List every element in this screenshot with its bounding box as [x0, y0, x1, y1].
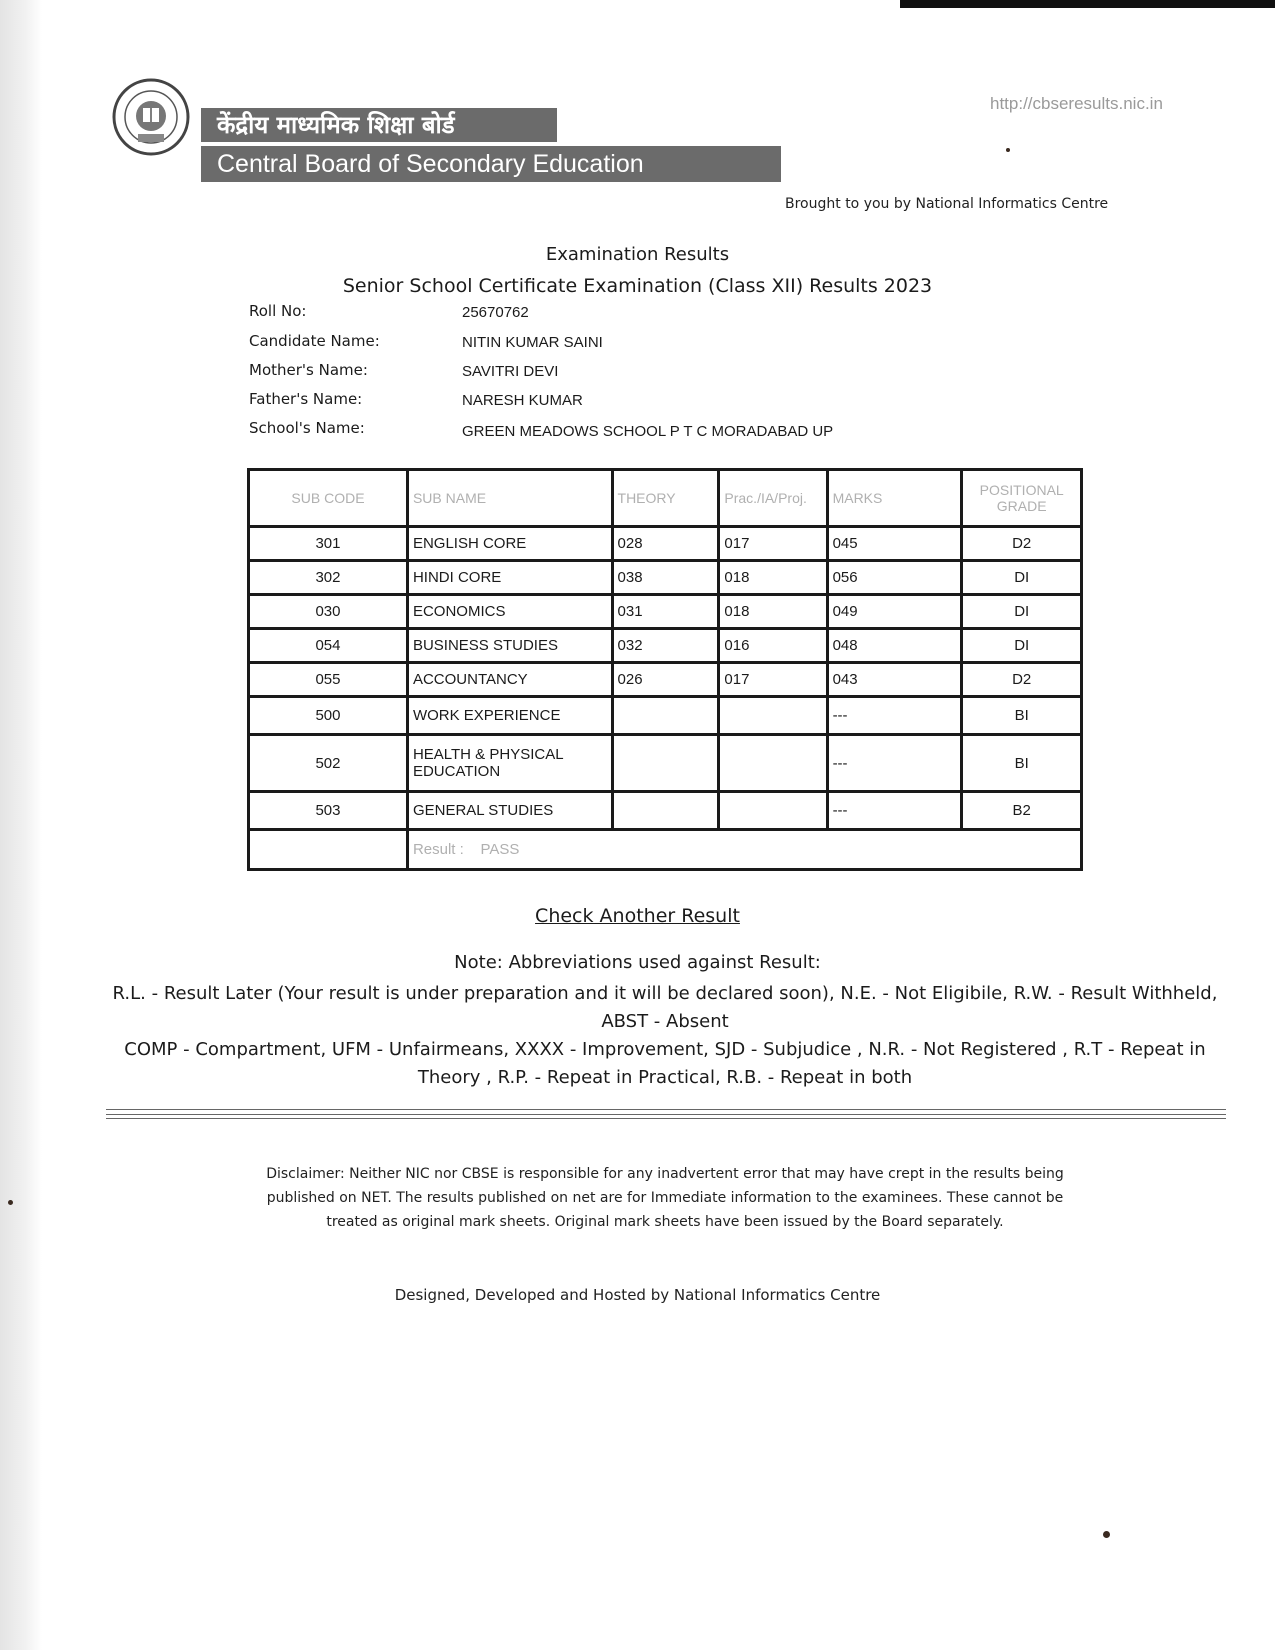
theory: 031 [612, 595, 719, 629]
result-empty-cell [249, 830, 408, 870]
sub-name: HINDI CORE [407, 561, 612, 595]
col-sub-code: SUB CODE [249, 470, 408, 527]
marks: --- [827, 792, 962, 830]
marks: --- [827, 735, 962, 792]
theory: 038 [612, 561, 719, 595]
sub-name: BUSINESS STUDIES [407, 629, 612, 663]
mother-name-value: SAVITRI DEVI [462, 363, 559, 380]
check-another-result-link[interactable]: Check Another Result [535, 905, 740, 927]
prac [719, 697, 827, 735]
sub-name: ACCOUNTANCY [407, 663, 612, 697]
father-name-value: NARESH KUMAR [462, 392, 583, 409]
father-name-label: Father's Name: [249, 390, 363, 408]
table-row [249, 663, 1082, 697]
sub-name: ENGLISH CORE [407, 527, 612, 561]
sub-code: 301 [249, 527, 408, 561]
divider-line [106, 1109, 1226, 1110]
school-name-label: School's Name: [249, 419, 365, 437]
table-row [249, 527, 1082, 561]
scan-speck [8, 1200, 13, 1205]
col-theory: THEORY [612, 470, 719, 527]
sub-name: ECONOMICS [407, 595, 612, 629]
exam-subtitle: Senior School Certificate Examination (Class XII) Results 2023 [342, 275, 933, 297]
table-row [249, 792, 1082, 830]
notes-line-1: R.L. - Result Later (Your result is under preparation and it will be declared soon), N.E. - Not Eligibile, R.W. - Result Withheld, ABST - Absent [112, 983, 1218, 1032]
col-grade: POSITIONAL GRADE [962, 470, 1082, 527]
theory: 028 [612, 527, 719, 561]
marks-table [247, 468, 1083, 871]
marks: 056 [827, 561, 962, 595]
marks: --- [827, 697, 962, 735]
grade: DI [962, 595, 1082, 629]
sub-code: 302 [249, 561, 408, 595]
site-url[interactable]: http://cbseresults.nic.in [990, 94, 1163, 113]
marks: 045 [827, 527, 962, 561]
table-row [249, 595, 1082, 629]
col-prac: Prac./IA/Proj. [719, 470, 827, 527]
result-row [249, 830, 1082, 870]
theory: 032 [612, 629, 719, 663]
sub-name: GENERAL STUDIES [407, 792, 612, 830]
grade: DI [962, 629, 1082, 663]
board-name-english: Central Board of Secondary Education [201, 146, 781, 182]
divider-line [106, 1114, 1226, 1115]
marks: 043 [827, 663, 962, 697]
notes-line-2: COMP - Compartment, UFM - Unfairmeans, XXXX - Improvement, SJD - Subjudice , N.R. - Not Registered , R.T - Repeat in Theory , R.P. - Repeat in Practical, R.B. - Repeat in both [124, 1039, 1206, 1088]
theory [612, 697, 719, 735]
scan-speck [1103, 1531, 1110, 1538]
marks: 049 [827, 595, 962, 629]
table-row [249, 629, 1082, 663]
prac: 016 [719, 629, 827, 663]
cbse-logo-seal [112, 76, 190, 158]
marks: 048 [827, 629, 962, 663]
col-sub-name: SUB NAME [407, 470, 612, 527]
theory [612, 735, 719, 792]
candidate-name-label: Candidate Name: [249, 332, 380, 350]
scan-top-edge [900, 0, 1275, 8]
grade: B2 [962, 792, 1082, 830]
prac: 017 [719, 663, 827, 697]
disclaimer-text: Disclaimer: Neither NIC nor CBSE is responsible for any inadvertent error that may have crept in the results being published on NET. The results published on net are for Immediate information to the examinees. These cannot be treated as original mark sheets. Original mark sheets have been issued by the Board separately. [266, 1166, 1064, 1230]
notes-heading: Note: Abbreviations used against Result: [454, 952, 821, 973]
result-value: PASS [480, 841, 520, 858]
prac: 018 [719, 561, 827, 595]
grade: D2 [962, 527, 1082, 561]
grade: DI [962, 561, 1082, 595]
divider-line [106, 1118, 1226, 1119]
prac: 018 [719, 595, 827, 629]
result-cell [407, 830, 1081, 870]
prac [719, 735, 827, 792]
scan-speck [1006, 148, 1010, 152]
candidate-name-value: NITIN KUMAR SAINI [462, 334, 603, 351]
grade: D2 [962, 663, 1082, 697]
roll-no-label: Roll No: [249, 302, 307, 320]
roll-no-value: 25670762 [462, 304, 529, 321]
col-marks: MARKS [827, 470, 962, 527]
grade: BI [962, 735, 1082, 792]
sub-code: 055 [249, 663, 408, 697]
table-header-row [249, 470, 1082, 527]
theory [612, 792, 719, 830]
board-name-hindi: केंद्रीय माध्यमिक शिक्षा बोर्ड [201, 108, 557, 142]
sub-code: 502 [249, 735, 408, 792]
table-row [249, 697, 1082, 735]
brought-by-text: Brought to you by National Informatics Centre [785, 196, 1109, 212]
table-row [249, 561, 1082, 595]
grade: BI [962, 697, 1082, 735]
sub-code: 030 [249, 595, 408, 629]
sub-code: 500 [249, 697, 408, 735]
table-row [249, 735, 1082, 792]
sub-code: 054 [249, 629, 408, 663]
prac: 017 [719, 527, 827, 561]
designed-by-text: Designed, Developed and Hosted by National Informatics Centre [394, 1286, 881, 1304]
result-label: Result : [412, 841, 464, 858]
exam-title: Examination Results [545, 244, 730, 265]
school-name-value: GREEN MEADOWS SCHOOL P T C MORADABAD UP [462, 423, 834, 440]
sub-code: 503 [249, 792, 408, 830]
theory: 026 [612, 663, 719, 697]
mother-name-label: Mother's Name: [249, 361, 368, 379]
sub-name: HEALTH & PHYSICAL EDUCATION [407, 735, 612, 792]
prac [719, 792, 827, 830]
sub-name: WORK EXPERIENCE [407, 697, 612, 735]
